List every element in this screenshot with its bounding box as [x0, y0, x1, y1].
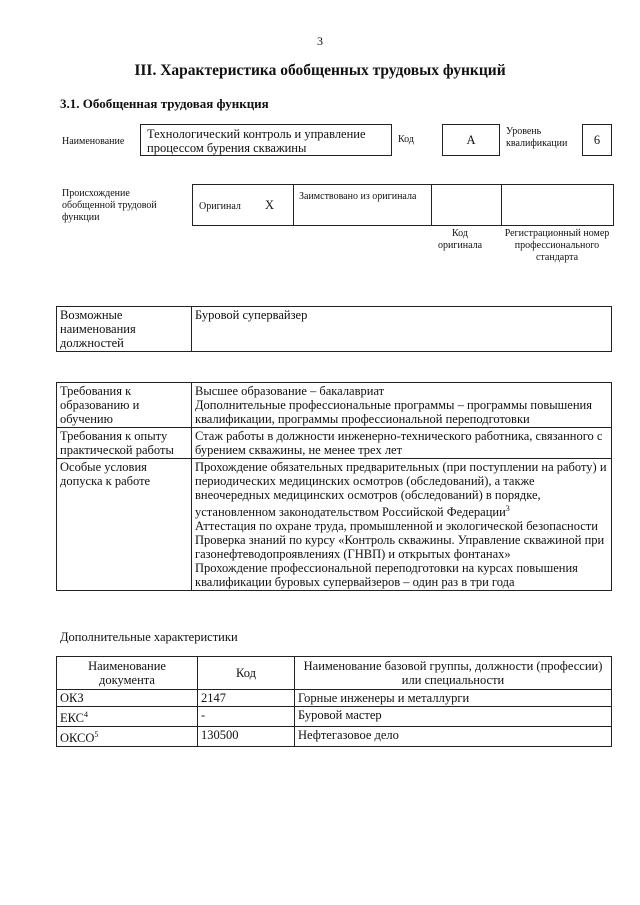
- borrowed-label: Заимствовано из оригинала: [299, 191, 417, 202]
- page-number: 3: [317, 34, 323, 48]
- row-code: 2147: [198, 690, 295, 707]
- row-doc-footnote: 4: [84, 710, 88, 719]
- header-name: Наименование базовой группы, должности (профессии) или специальности: [295, 657, 612, 690]
- conditions-line: Прохождение профессиональной переподготовки на курсах повышения квалификации буровых супервайзеров – один раз в три года: [195, 561, 578, 590]
- table-row: [57, 707, 612, 727]
- level-label: Уровень квалификации: [506, 126, 568, 149]
- requirements-row: [57, 459, 612, 591]
- subsection-title: 3.1. Обобщенная трудовая функция: [60, 96, 269, 111]
- code-value: А: [466, 133, 476, 147]
- conditions-label: Особые условия допуска к работе: [57, 459, 192, 591]
- positions-label: Возможные наименования должностей: [57, 307, 192, 352]
- requirements-row: [57, 383, 612, 428]
- row-code: -: [198, 707, 295, 727]
- level-value-box: [582, 124, 612, 156]
- original-mark: X: [265, 198, 275, 212]
- function-name-box: [140, 124, 392, 156]
- header-doc: Наименование документа: [57, 657, 198, 690]
- function-name-value: Технологический контроль и управление процессом бурения скважины: [147, 127, 366, 155]
- experience-label: Требования к опыту практической работы: [57, 428, 192, 459]
- experience-value: [192, 428, 612, 459]
- requirements-table: [56, 382, 612, 591]
- origin-table: [192, 184, 614, 226]
- row-name: Нефтегазовое дело: [295, 727, 612, 747]
- positions-row: [57, 307, 612, 352]
- row-doc: [57, 707, 198, 727]
- header-code: Код: [198, 657, 295, 690]
- education-line: Дополнительные профессиональные программы – программы повышения квалификации, программы профессиональной переподготовки: [195, 398, 592, 426]
- origin-divider-2: [431, 185, 432, 225]
- conditions-line: Проверка знаний по курсу «Контроль скважины. Управление скважиной при газонефтеводопроявлениях (ГНВП) и открытых фонтанах»: [195, 533, 605, 562]
- row-doc: [57, 690, 198, 707]
- conditions-line: [195, 460, 608, 519]
- reg-number-caption: Регистрационный номер профессионального стандарта: [504, 228, 610, 263]
- row-doc-footnote: 5: [94, 730, 99, 740]
- table-row: [57, 727, 612, 747]
- row-doc-text: ОКСО: [60, 731, 95, 746]
- conditions-line: Аттестация по охране труда, промышленной и экологической безопасности: [195, 519, 598, 534]
- education-line: Высшее образование – бакалавриат: [195, 384, 385, 398]
- level-value: 6: [593, 133, 601, 147]
- footnote-mark: 3: [505, 504, 510, 513]
- origin-label: Происхождение обобщенной трудовой функции: [62, 188, 157, 223]
- experience-line: Стаж работы в должности инженерно-технического работника, связанного с бурением скважины, не менее трех лет: [195, 429, 603, 457]
- row-doc-text: ЕКС: [60, 711, 84, 726]
- requirements-row: [57, 428, 612, 459]
- additional-table: [56, 656, 612, 747]
- code-label: Код: [398, 134, 414, 145]
- row-code: 130500: [198, 727, 295, 747]
- conditions-line-text: Прохождение обязательных предварительных (при поступлении на работу) и периодических медицинских осмотров (обследований), а также внеочередных медицинских осмотров (обследований) в порядке, установленном законодательством Российской Федерации: [195, 460, 607, 520]
- row-doc-text: ОКЗ: [60, 691, 84, 705]
- row-name: Буровой мастер: [295, 707, 612, 727]
- education-label: Требования к образованию и обучению: [57, 383, 192, 428]
- additional-heading: Дополнительные характеристики: [60, 630, 238, 644]
- code-original-caption: Код оригинала: [437, 228, 483, 251]
- row-doc: [57, 727, 198, 747]
- code-value-box: [442, 124, 500, 156]
- name-label: Наименование: [62, 136, 125, 147]
- row-name: Горные инженеры и металлурги: [295, 690, 612, 707]
- origin-divider-1: [293, 185, 294, 225]
- positions-table: [56, 306, 612, 352]
- origin-divider-3: [501, 185, 502, 225]
- additional-header-row: [57, 657, 612, 690]
- education-value: [192, 383, 612, 428]
- original-label: Оригинал: [199, 201, 241, 212]
- positions-value: Буровой супервайзер: [192, 307, 612, 352]
- section-title: III. Характеристика обобщенных трудовых функций: [134, 62, 506, 79]
- conditions-value: [192, 459, 612, 591]
- table-row: [57, 690, 612, 707]
